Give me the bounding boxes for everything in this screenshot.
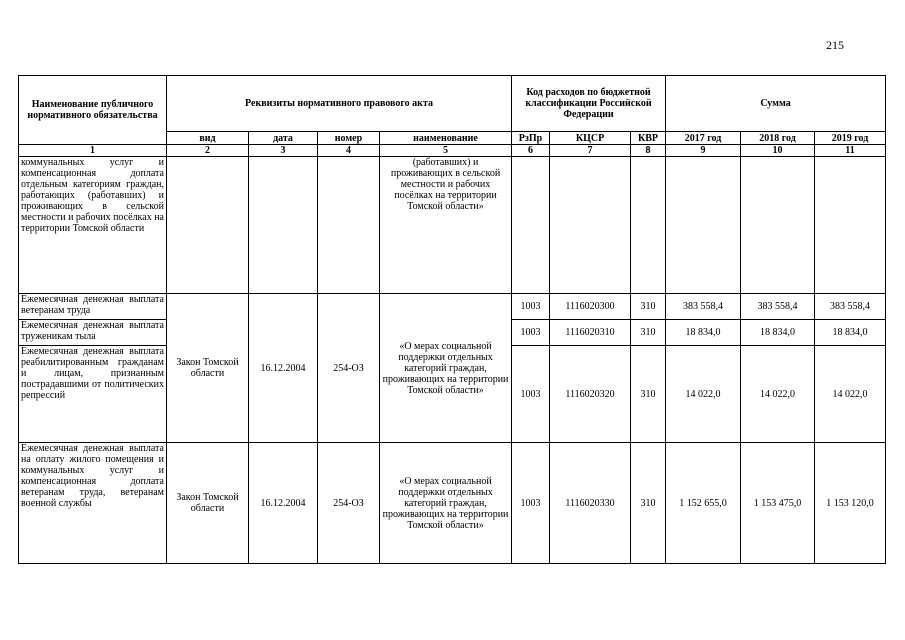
kcsr-cell: 1116020330 <box>550 443 631 564</box>
header-date: дата <box>249 132 318 145</box>
page-number: 215 <box>826 38 844 52</box>
col-number: 3 <box>249 145 318 157</box>
col-number: 1 <box>19 145 167 157</box>
number-cell: 254-ОЗ <box>318 294 380 443</box>
header-row-main <box>19 76 886 132</box>
header-2018: 2018 год <box>741 132 815 145</box>
date-cell <box>249 157 318 294</box>
obligation-cell: Ежемесячная денежная выплата реабилитированным гражданам и лицам, признанным пострадавшими от политических репрессий <box>19 346 167 443</box>
kcsr-cell: 1116020300 <box>550 294 631 320</box>
header-2017: 2017 год <box>666 132 741 145</box>
sum-2019-cell: 18 834,0 <box>815 320 886 346</box>
header-kcsr: КЦСР <box>550 132 631 145</box>
sum-2018-cell <box>741 157 815 294</box>
header-vid: вид <box>167 132 249 145</box>
kvr-cell: 310 <box>631 320 666 346</box>
date-cell: 16.12.2004 <box>249 443 318 564</box>
sum-2019-cell <box>815 157 886 294</box>
col-number: 7 <box>550 145 631 157</box>
table-row <box>19 294 886 320</box>
col-number: 11 <box>815 145 886 157</box>
header-obligation-name: Наименование публичного нормативного обязательства <box>19 76 167 145</box>
sum-2017-cell: 18 834,0 <box>666 320 741 346</box>
act-name-cell: «О мерах социальной поддержки отдельных категорий граждан, проживающих на территории Томской области» <box>380 294 512 443</box>
table-row <box>19 443 886 564</box>
kcsr-cell <box>550 157 631 294</box>
act-name-cell: (работавших) и проживающих в сельской местности и рабочих посёлках на территории Томской области» <box>380 157 512 294</box>
kcsr-cell: 1116020320 <box>550 346 631 443</box>
header-requisites: Реквизиты нормативного правового акта <box>167 76 512 132</box>
obligation-cell: коммунальных услуг и компенсационная доплата отдельным категориям граждан, работающих (работавших) и проживающих в сельской местности и рабочих посёлках на территории Томской области <box>19 157 167 294</box>
kcsr-cell: 1116020310 <box>550 320 631 346</box>
date-cell: 16.12.2004 <box>249 294 318 443</box>
kvr-cell: 310 <box>631 294 666 320</box>
header-kvr: КВР <box>631 132 666 145</box>
header-2019: 2019 год <box>815 132 886 145</box>
sum-2017-cell: 383 558,4 <box>666 294 741 320</box>
header-budget-code: Код расходов по бюджетной классификации Российской Федерации <box>512 76 666 132</box>
number-cell <box>318 157 380 294</box>
sum-2017-cell: 1 152 655,0 <box>666 443 741 564</box>
col-number: 4 <box>318 145 380 157</box>
header-name: наименование <box>380 132 512 145</box>
sum-2018-cell: 383 558,4 <box>741 294 815 320</box>
vid-cell: Закон Томской области <box>167 294 249 443</box>
col-number: 6 <box>512 145 550 157</box>
header-rzpr: РзПр <box>512 132 550 145</box>
rzpr-cell: 1003 <box>512 443 550 564</box>
obligation-cell: Ежемесячная денежная выплата труженикам тыла <box>19 320 167 346</box>
act-name-cell: «О мерах социальной поддержки отдельных категорий граждан, проживающих на территории Томской области» <box>380 443 512 564</box>
col-number: 9 <box>666 145 741 157</box>
sum-2018-cell: 1 153 475,0 <box>741 443 815 564</box>
rzpr-cell: 1003 <box>512 346 550 443</box>
col-number: 5 <box>380 145 512 157</box>
col-number: 8 <box>631 145 666 157</box>
kvr-cell: 310 <box>631 346 666 443</box>
sum-2017-cell <box>666 157 741 294</box>
rzpr-cell: 1003 <box>512 294 550 320</box>
sum-2018-cell: 18 834,0 <box>741 320 815 346</box>
col-number: 2 <box>167 145 249 157</box>
sum-2018-cell: 14 022,0 <box>741 346 815 443</box>
obligation-cell: Ежемесячная денежная выплата ветеранам труда <box>19 294 167 320</box>
sum-2017-cell: 14 022,0 <box>666 346 741 443</box>
number-cell: 254-ОЗ <box>318 443 380 564</box>
kvr-cell: 310 <box>631 443 666 564</box>
obligation-cell: Ежемесячная денежная выплата на оплату жилого помещения и коммунальных услуг и компенсационная доплата ветеранам труда, ветеранам военной службы <box>19 443 167 564</box>
rzpr-cell <box>512 157 550 294</box>
kvr-cell <box>631 157 666 294</box>
table-row <box>19 157 886 294</box>
col-number: 10 <box>741 145 815 157</box>
budget-table <box>18 75 886 564</box>
header-sum: Сумма <box>666 76 886 132</box>
sum-2019-cell: 1 153 120,0 <box>815 443 886 564</box>
header-number: номер <box>318 132 380 145</box>
vid-cell: Закон Томской области <box>167 443 249 564</box>
column-numbers-row <box>19 145 886 157</box>
rzpr-cell: 1003 <box>512 320 550 346</box>
sum-2019-cell: 383 558,4 <box>815 294 886 320</box>
vid-cell <box>167 157 249 294</box>
sum-2019-cell: 14 022,0 <box>815 346 886 443</box>
